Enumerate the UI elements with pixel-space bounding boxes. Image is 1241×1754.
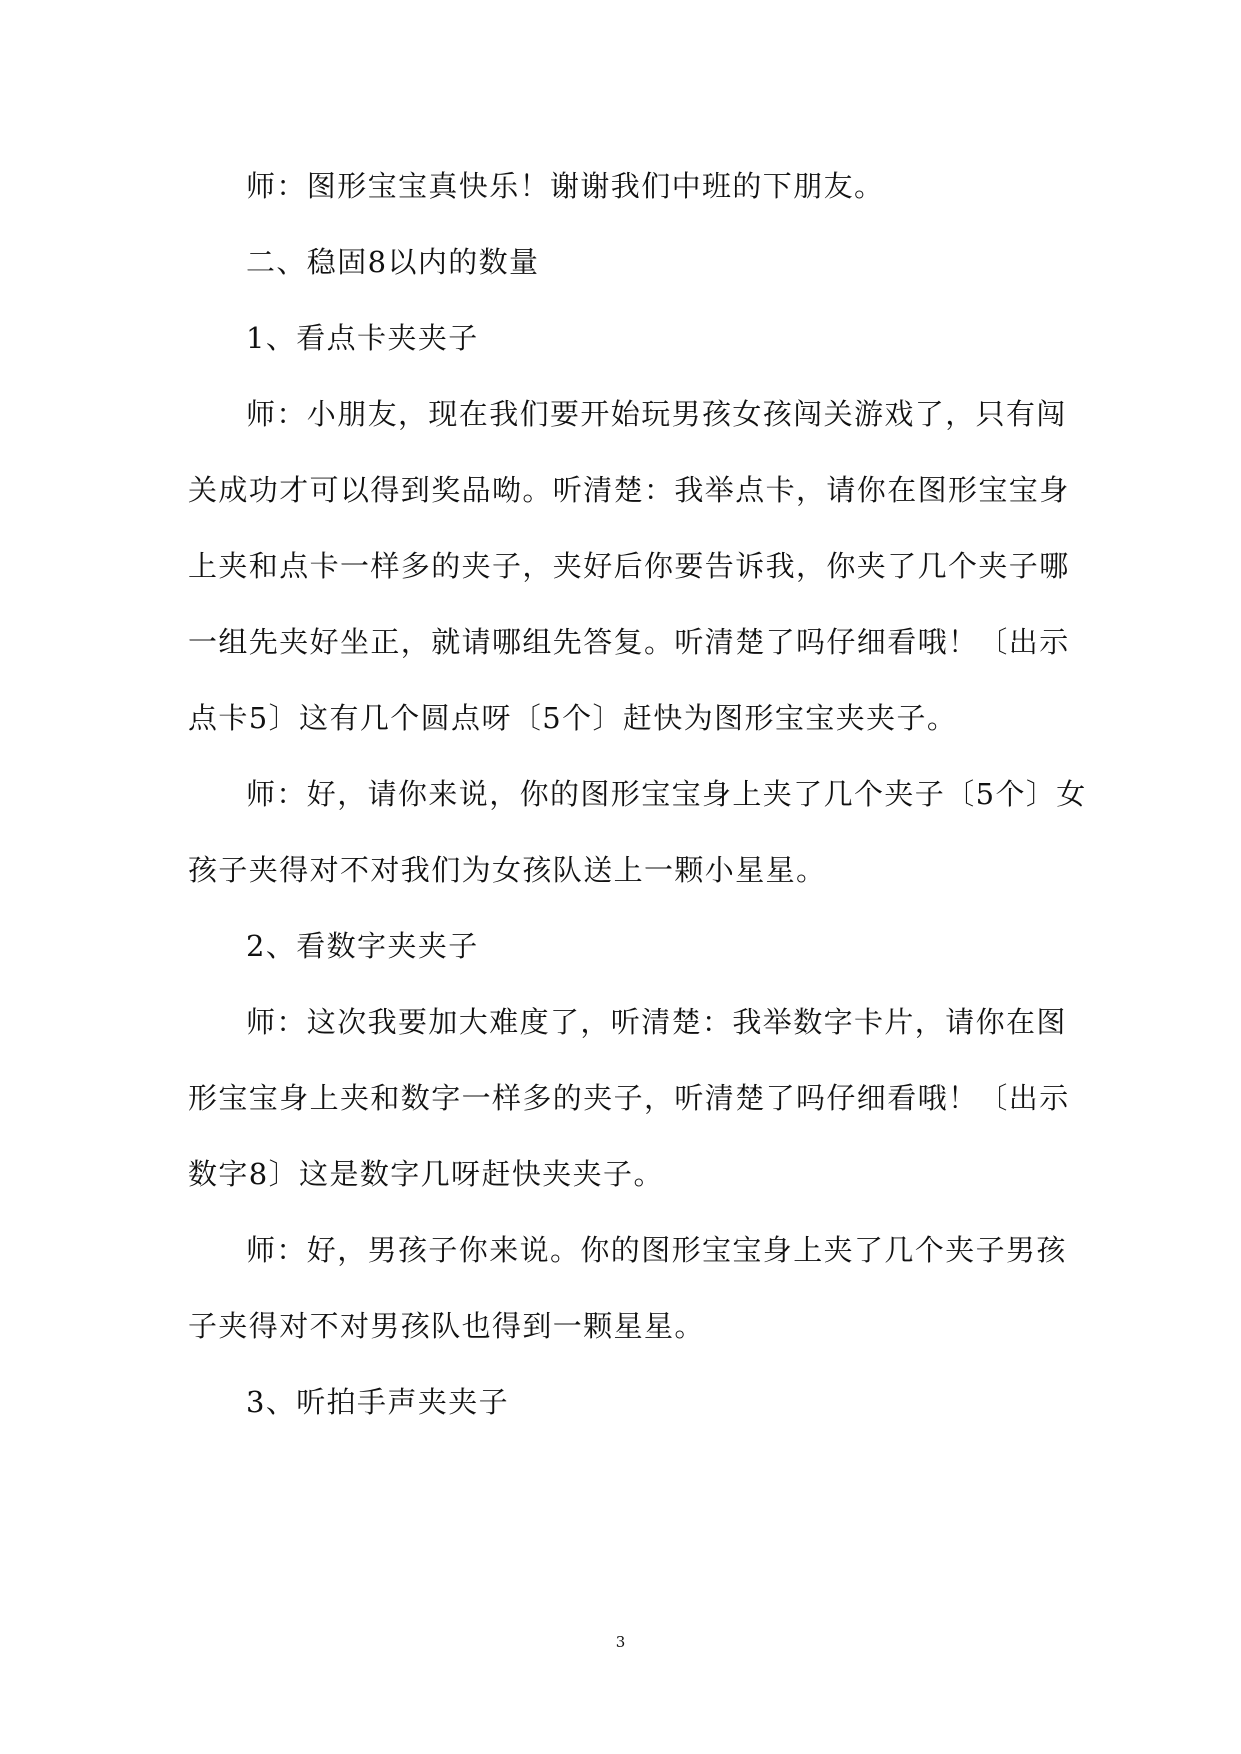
section-heading: 二、稳固8以内的数量	[246, 245, 540, 279]
paragraph-line: 孩子夹得对不对我们为女孩队送上一颗小星星。	[188, 853, 827, 887]
subsection-heading: 2、看数字夹夹子	[246, 929, 479, 963]
paragraph-line: 师：小朋友，现在我们要开始玩男孩女孩闯关游戏了，只有闯	[246, 397, 1067, 431]
page-number: 3	[615, 1633, 626, 1651]
paragraph-line: 关成功才可以得到奖品呦。听清楚：我举点卡，请你在图形宝宝身	[188, 473, 1070, 507]
paragraph-line: 师：图形宝宝真快乐！谢谢我们中班的下朋友。	[246, 169, 885, 203]
paragraph-line: 师：这次我要加大难度了，听清楚：我举数字卡片，请你在图	[246, 1005, 1067, 1039]
paragraph-line: 师：好，请你来说，你的图形宝宝身上夹了几个夹子〔5个〕女	[246, 777, 1087, 811]
paragraph-line: 点卡5〕这有几个圆点呀〔5个〕赶快为图形宝宝夹夹子。	[188, 701, 958, 735]
paragraph-line: 子夹得对不对男孩队也得到一颗星星。	[188, 1309, 705, 1343]
document-body	[188, 148, 1087, 1440]
paragraph-line: 形宝宝身上夹和数字一样多的夹子，听清楚了吗仔细看哦！〔出示	[188, 1081, 1070, 1115]
paragraph-line: 师：好，男孩子你来说。你的图形宝宝身上夹了几个夹子男孩	[246, 1233, 1067, 1267]
paragraph-line: 数字8〕这是数字几呀赶快夹夹子。	[188, 1157, 664, 1191]
subsection-heading: 1、看点卡夹夹子	[246, 321, 479, 355]
paragraph-line: 一组先夹好坐正，就请哪组先答复。听清楚了吗仔细看哦！〔出示	[188, 625, 1070, 659]
subsection-heading: 3、听拍手声夹夹子	[246, 1385, 510, 1419]
paragraph-line: 上夹和点卡一样多的夹子，夹好后你要告诉我，你夹了几个夹子哪	[188, 549, 1070, 583]
